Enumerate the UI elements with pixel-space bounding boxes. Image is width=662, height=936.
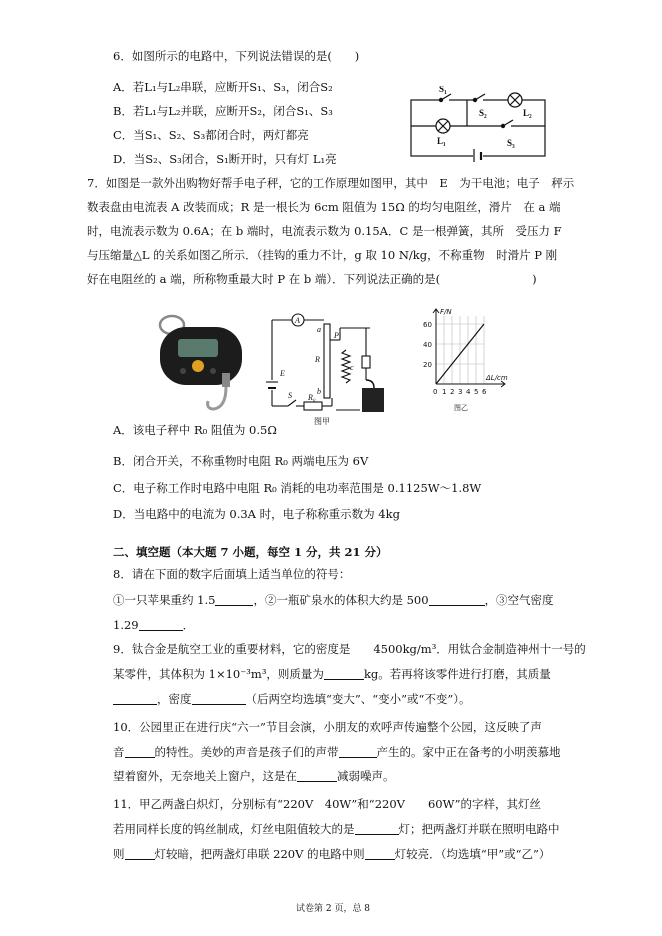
q11-part-3: 则 <box>113 847 125 861</box>
q6-option-a: A．若L₁与L₂串联，应断开S₁、S₃，闭合S₂ <box>113 80 333 94</box>
q7-jia-a: a <box>317 325 321 334</box>
q11-part-2: 灯；把两盏灯并联在照明电路中 <box>398 822 560 836</box>
q7-option-d: D．当电路中的电流为 0.3A 时，电子称称重示数为 4kg <box>113 507 400 521</box>
q9-blank-mass[interactable] <box>324 667 364 680</box>
q10-line-3 <box>113 768 395 784</box>
q7-jia-ammeter: A <box>295 316 300 325</box>
q9-line-1: 9．钛合金是航空工业的重要材料，它的密度是 4500kg/m³．用钛合金制造神州十一号的 <box>113 642 586 656</box>
q9-line-2 <box>113 666 551 682</box>
q7-jia-p: P <box>334 331 339 340</box>
q8-line-2 <box>113 592 554 608</box>
q10-part-3: 产生的。家中正在备考的小明羡慕地 <box>376 745 561 759</box>
q8-blank-2[interactable] <box>429 593 485 606</box>
q10-part-5: 减弱噪声。 <box>337 769 395 783</box>
q7-yi-xtick: 0 <box>433 388 438 396</box>
q11-part-5: 灯较亮．（均选填“甲”或“乙”） <box>394 847 551 861</box>
q7-yi-caption: 图乙 <box>454 404 468 412</box>
page-footer: 试卷第 2 页，总 8 <box>296 904 371 914</box>
electronic-scale-photo <box>150 313 250 421</box>
q6-label-s3: S₃ <box>507 138 515 148</box>
q10-blank-3[interactable] <box>297 769 337 782</box>
q8-part-1: ①一只苹果重约 1.5 <box>113 593 216 607</box>
q6-option-d: D．当S₂、S₃闭合，S₁断开时，只有灯 L₁亮 <box>113 152 337 166</box>
q11-part-1: 若用同样长度的钨丝制成，灯丝电阻值较大的是 <box>113 822 355 836</box>
q10-blank-1[interactable] <box>125 745 155 758</box>
q7-jia-r0: R₀ <box>308 393 316 402</box>
q7-yi-ylabel: F/N <box>440 308 452 316</box>
section-2-title: 二、填空题（本大题 7 小题，每空 1 分，共 21 分） <box>113 545 388 559</box>
q11-blank-1[interactable] <box>355 822 399 835</box>
q8-part-2: ，②一瓶矿泉水的体积大约是 500 <box>253 593 429 607</box>
q11-blank-3[interactable] <box>365 847 395 860</box>
q7-jia-s: S <box>288 391 292 400</box>
q11-blank-2[interactable] <box>125 847 155 860</box>
q7-yi-xtick: 4 <box>466 388 471 396</box>
q11-line-2 <box>113 821 560 837</box>
q7-option-c: C．电子称工作时电路中电阻 R₀ 消耗的电功率范围是 0.1125W～1.8W <box>113 481 482 495</box>
q7-jia-caption: 图甲 <box>314 417 330 426</box>
q7-figure-yi <box>418 306 514 418</box>
q7-yi-xtick: 6 <box>482 388 487 396</box>
q7-yi-xtick: 3 <box>458 388 463 396</box>
q6-label-s2: S₂ <box>479 108 487 118</box>
q9-part-4: （后两空均选填“变大”、“变小”或“不变”）。 <box>245 692 471 706</box>
q11-part-4: 灯较暗，把两盏灯串联 220V 的电路中则 <box>154 847 365 861</box>
q7-line-4: 与压缩量△L 的关系如图乙所示．（挂钩的重力不计，g 取 10 N/kg，不称重物 时滑片 P 刚 <box>87 248 558 262</box>
q7-yi-xtick: 5 <box>474 388 479 396</box>
q11-line-1: 11．甲乙两盏白炽灯，分别标有“220V 40W”和“220V 60W”的字样，其灯丝 <box>113 797 541 811</box>
q7-jia-r: R <box>315 355 320 364</box>
q7-yi-ytick: 40 <box>423 341 432 349</box>
q7-option-a: A．该电子秤中 R₀ 阻值为 0.5Ω <box>113 423 277 437</box>
q7-jia-b: b <box>317 387 321 396</box>
q8-line-1: 8．请在下面的数字后面填上适当单位的符号： <box>113 567 351 581</box>
q7-yi-xlabel: ΔL/cm <box>486 374 508 382</box>
q7-option-b: B．闭合开关，不称重物时电阻 R₀ 两端电压为 6V <box>113 454 369 468</box>
q7-yi-ytick: 20 <box>423 361 432 369</box>
q8-part-3: ，③空气密度 <box>484 593 554 607</box>
q9-part-3: ，密度 <box>157 692 192 706</box>
q8-part-4: 1.29 <box>113 618 139 632</box>
q8-part-5: ． <box>182 618 195 632</box>
q9-part-2: kg。若再将该零件进行打磨，其质量 <box>363 667 551 681</box>
q10-line-1: 10．公园里正在进行庆“六一”节目会演，小朋友的欢呼声传遍整个公园，这反映了声 <box>113 720 542 734</box>
q9-blank-mass-change[interactable] <box>113 692 157 705</box>
q6-stem: 6．如图所示的电路中，下列说法错误的是( ) <box>113 49 360 63</box>
q7-yi-ytick: 60 <box>423 321 432 329</box>
q8-blank-1[interactable] <box>215 593 253 606</box>
q7-line-1: 7．如图是一款外出购物好帮手电子秤，它的工作原理如图甲，其中 E 为干电池；电子 秤示 <box>87 176 575 190</box>
q8-line-3 <box>113 617 194 633</box>
q6-label-l1: L₁ <box>437 136 446 146</box>
q10-part-1: 音 <box>113 745 125 759</box>
q9-blank-density-change[interactable] <box>192 692 246 705</box>
q9-line-3 <box>113 691 471 707</box>
q10-part-2: 的特性。美妙的声音是孩子们的声带 <box>154 745 339 759</box>
q6-option-c: C．当S₁、S₂、S₃都闭合时，两灯都亮 <box>113 128 309 142</box>
q7-figure-jia <box>262 310 402 430</box>
q7-yi-xtick: 2 <box>450 388 455 396</box>
q6-circuit-diagram <box>405 86 553 162</box>
q7-jia-e: E <box>280 369 285 378</box>
q10-blank-2[interactable] <box>339 745 377 758</box>
q6-label-l2: L₂ <box>523 108 532 118</box>
q10-line-2 <box>113 744 561 760</box>
q7-line-3: 时，电流表示数为 0.6A；在 b 端时，电流表示数为 0.15A．C 是一根弹簧，其所 受压力 F <box>87 224 562 238</box>
q6-label-s1: S₁ <box>439 86 447 94</box>
q6-option-b: B．若L₁与L₂并联，应断开S₂，闭合S₁、S₃ <box>113 104 333 118</box>
q7-jia-c: c <box>350 363 354 372</box>
q7-yi-xtick: 1 <box>442 388 447 396</box>
q11-line-3 <box>113 846 550 862</box>
q8-blank-3[interactable] <box>139 618 183 631</box>
q7-line-2: 数表盘由电流表 A 改装而成；R 是一根长为 6cm 阻值为 15Ω 的均匀电阻丝，滑片 在 a 端 <box>87 200 561 214</box>
q9-part-1: 某零件，其体积为 1×10⁻³m³，则质量为 <box>113 667 324 681</box>
q7-line-5: 好在电阻丝的 a 端，所称物重最大时 P 在 b 端）．下列说法正确的是( ) <box>87 272 537 286</box>
q10-part-4: 望着窗外，无奈地关上窗户，这是在 <box>113 769 297 783</box>
